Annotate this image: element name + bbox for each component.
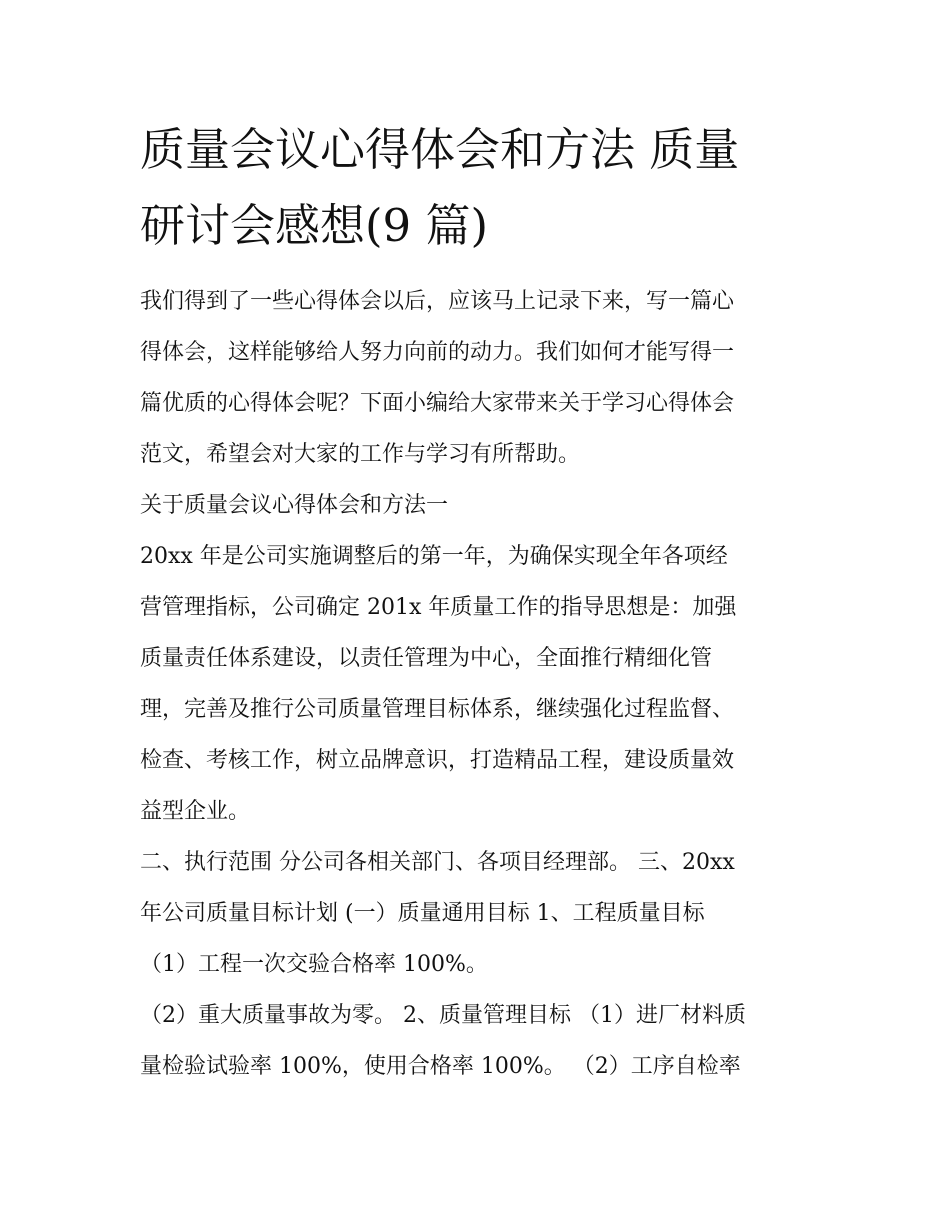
body-line: 我们得到了一些心得体会以后，应该马上记录下来，写一篇心 bbox=[140, 289, 735, 314]
body-line: （2）重大质量事故为零。 2、质量管理目标 （1）进厂材料质 bbox=[140, 1003, 746, 1028]
body-line: 质量责任体系建设，以责任管理为中心，全面推行精细化管 bbox=[140, 646, 713, 671]
body-line: 检查、考核工作，树立品牌意识，打造精品工程，建设质量效 bbox=[140, 748, 735, 773]
title-line: 研讨会感想(9 篇) bbox=[140, 199, 489, 252]
body-line: 年公司质量目标计划 (一）质量通用目标 1、工程质量目标 bbox=[140, 901, 705, 926]
body-line: 二、执行范围 分公司各相关部门、各项目经理部。 三、20xx bbox=[140, 850, 735, 875]
body-line: 篇优质的心得体会呢？下面小编给大家带来关于学习心得体会 bbox=[140, 391, 735, 416]
body-line: （1）工程一次交验合格率 100%。 bbox=[140, 952, 488, 977]
document-body bbox=[140, 276, 830, 1092]
body-line: 益型企业。 bbox=[140, 799, 251, 824]
title-line: 质量会议心得体会和方法 质量 bbox=[140, 123, 740, 176]
body-line: 得体会，这样能够给人努力向前的动力。我们如何才能写得一 bbox=[140, 340, 735, 365]
body-line: 理，完善及推行公司质量管理目标体系，继续强化过程监督、 bbox=[140, 697, 735, 722]
body-line: 20xx 年是公司实施调整后的第一年，为确保实现全年各项经 bbox=[140, 544, 728, 569]
document-title bbox=[140, 112, 830, 264]
section-heading: 关于质量会议心得体会和方法一 bbox=[140, 493, 449, 518]
body-line: 范文，希望会对大家的工作与学习有所帮助。 bbox=[140, 442, 581, 467]
body-line: 营管理指标，公司确定 201x 年质量工作的指导思想是：加强 bbox=[140, 595, 737, 620]
body-line: 量检验试验率 100%，使用合格率 100%。 （2）工序自检率 bbox=[140, 1054, 741, 1079]
